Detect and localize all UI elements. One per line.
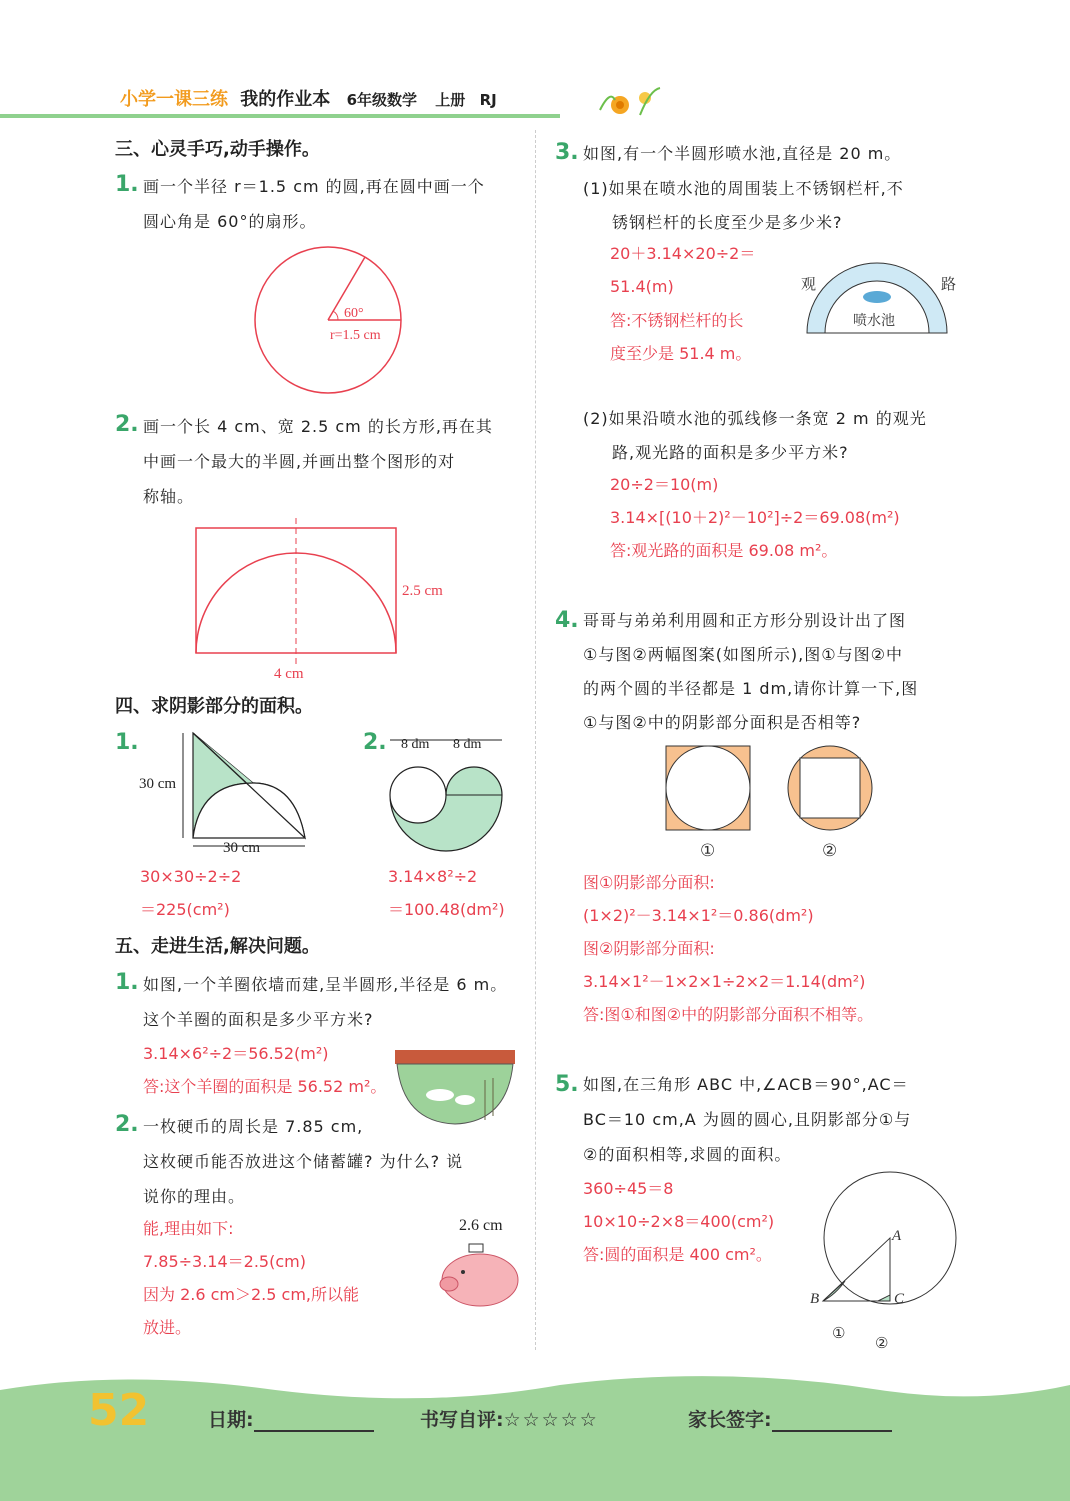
self-eval-label: 书写自评: (420, 1409, 504, 1431)
date-field (208, 1405, 374, 1432)
section-title: 四、求阴影部分的面积。 (115, 696, 313, 717)
question-text: ①与图②两幅图案(如图所示),图①与图②中 (583, 645, 903, 664)
answer-line: 答:不锈钢栏杆的长 (610, 311, 744, 330)
answer-line: 度至少是 51.4 m。 (610, 344, 752, 363)
question-text: 这个羊圈的面积是多少平方米? (143, 1010, 374, 1029)
answer-line: 答:圆的面积是 400 cm²。 (583, 1245, 772, 1264)
page-header (120, 85, 497, 111)
rectangle-semicircle-figure (190, 518, 480, 683)
answer-line: ＝225(cm²) (140, 900, 230, 919)
question-text: BC＝10 cm,A 为圆的圆心,且阴影部分①与 (583, 1110, 912, 1129)
grade-label: 6年级数学 (346, 91, 417, 109)
question-text: 圆心角是 60°的扇形。 (143, 212, 317, 231)
answer-line: 图②阴影部分面积: (583, 939, 715, 958)
section-title: 三、心灵手巧,动手操作。 (115, 139, 320, 160)
question-text: (1)如果在喷水池的周围装上不锈钢栏杆,不 (583, 179, 904, 198)
road-label: 路 (941, 277, 957, 293)
figure-label: ② (822, 841, 838, 860)
triangle-circle-figure (800, 1168, 970, 1353)
date-line[interactable] (254, 1410, 374, 1432)
flower-decoration-icon (590, 70, 670, 120)
dim-label: 8 dm (453, 737, 482, 752)
answer-line: 答:图①和图②中的阴影部分面积不相等。 (583, 1005, 874, 1024)
parent-sign-label: 家长签字: (688, 1409, 772, 1431)
question-text: 锈钢栏杆的长度至少是多少米? (612, 213, 843, 232)
shaded-figure-1 (135, 728, 315, 858)
book-name: 我的作业本 (240, 89, 331, 110)
parent-sign-field (688, 1405, 892, 1432)
base-label: 30 cm (223, 840, 261, 856)
question-text: (2)如果沿喷水池的弧线修一条宽 2 m 的观光 (583, 409, 927, 428)
dim-label: 8 dm (401, 737, 430, 752)
answer-line: 30×30÷2÷2 (140, 867, 242, 886)
star-rating-icons[interactable]: ☆☆☆☆☆ (503, 1409, 599, 1431)
shaded-figure-2 (385, 730, 520, 855)
answer-line: 20＋3.14×20÷2＝ (610, 244, 756, 263)
date-label: 日期: (208, 1409, 254, 1431)
parent-sign-line[interactable] (772, 1410, 892, 1432)
column-divider (535, 130, 536, 1350)
answer-line: 20÷2＝10(m) (610, 475, 719, 494)
question-number: 4. (555, 608, 579, 633)
answer-line: 图①阴影部分面积: (583, 873, 715, 892)
question-text: 说你的理由。 (143, 1187, 246, 1206)
question-text: 画一个半径 r＝1.5 cm 的圆,再在圆中画一个 (143, 177, 485, 196)
question-text: 中画一个最大的半圆,并画出整个图形的对 (143, 452, 456, 471)
question-text: ①与图②中的阴影部分面积是否相等? (583, 713, 862, 732)
answer-line: 360÷45＝8 (583, 1179, 674, 1198)
vertex-label: B (810, 1291, 820, 1307)
question-text: 如图,有一个半圆形喷水池,直径是 20 m。 (583, 144, 902, 163)
question-text: ②的面积相等,求圆的面积。 (583, 1145, 792, 1164)
piggy-bank-illustration (435, 1210, 525, 1310)
question-number: 1. (115, 970, 139, 995)
page-number: 52 (88, 1385, 150, 1436)
question-text: 称轴。 (143, 487, 195, 506)
pool-label: 喷水池 (853, 314, 895, 329)
edition-label: RJ (479, 91, 497, 109)
answer-line: 因为 2.6 cm＞2.5 cm,所以能 (143, 1285, 360, 1304)
height-label: 30 cm (139, 776, 177, 792)
answer-line: 3.14×6²÷2＝56.52(m²) (143, 1044, 329, 1063)
answer-line: 能,理由如下: (143, 1219, 234, 1238)
brand-name: 小学一课三练 (120, 89, 228, 110)
radius-label: r=1.5 cm (330, 328, 381, 343)
question-number: 5. (555, 1072, 579, 1097)
question-number: 1. (115, 172, 139, 197)
circle-square-figures (660, 742, 880, 862)
answer-line: 10×10÷2×8＝400(cm²) (583, 1212, 775, 1231)
answer-line: ＝100.48(dm²) (388, 900, 505, 919)
question-number: 3. (555, 140, 579, 165)
angle-label: 60° (344, 306, 364, 321)
header-rule (0, 114, 560, 118)
question-text: 哥哥与弟弟利用圆和正方形分别设计出了图 (583, 611, 907, 630)
slot-width-label: 2.6 cm (459, 1217, 503, 1234)
answer-line: 51.4(m) (610, 277, 674, 296)
sheep-pen-illustration (395, 1050, 517, 1130)
figure-label: ① (700, 841, 716, 860)
circle-sector-figure (250, 245, 410, 400)
answer-line: 答:这个羊圈的面积是 56.52 m²。 (143, 1077, 387, 1096)
region-label: ① (832, 1326, 846, 1342)
answer-line: 放进。 (143, 1318, 192, 1337)
question-text: 一枚硬币的周长是 7.85 cm, (143, 1117, 364, 1136)
answer-line: 7.85÷3.14＝2.5(cm) (143, 1252, 306, 1271)
fountain-figure (795, 225, 960, 345)
question-number: 1. (115, 730, 139, 755)
region-label: ② (875, 1336, 889, 1352)
question-text: 如图,在三角形 ABC 中,∠ACB＝90°,AC＝ (583, 1075, 909, 1094)
question-text: 这枚硬币能否放进这个储蓄罐? 为什么? 说 (143, 1152, 464, 1171)
footer-band (0, 1370, 1070, 1501)
question-text: 路,观光路的面积是多少平方米? (612, 443, 849, 462)
question-number: 2. (363, 730, 387, 755)
question-number: 2. (115, 412, 139, 437)
self-eval-field (420, 1405, 599, 1432)
answer-line: 3.14×8²÷2 (388, 867, 478, 886)
question-text: 画一个长 4 cm、宽 2.5 cm 的长方形,再在其 (143, 417, 493, 436)
answer-line: 3.14×1²－1×2×1÷2×2＝1.14(dm²) (583, 972, 866, 991)
volume-label: 上册 (435, 91, 466, 109)
answer-line: 3.14×[(10＋2)²－10²]÷2＝69.08(m²) (610, 508, 900, 527)
road-label: 观 (801, 277, 817, 293)
vertex-label: C (894, 1291, 905, 1307)
width-label: 2.5 cm (402, 583, 443, 599)
answer-line: (1×2)²－3.14×1²＝0.86(dm²) (583, 906, 814, 925)
answer-line: 答:观光路的面积是 69.08 m²。 (610, 541, 838, 560)
question-number: 2. (115, 1112, 139, 1137)
section-title: 五、走进生活,解决问题。 (115, 936, 320, 957)
question-text: 如图,一个羊圈依墙而建,呈半圆形,半径是 6 m。 (143, 975, 508, 994)
question-text: 的两个圆的半径都是 1 dm,请你计算一下,图 (583, 679, 919, 698)
length-label: 4 cm (274, 666, 304, 682)
vertex-label: A (892, 1228, 902, 1244)
